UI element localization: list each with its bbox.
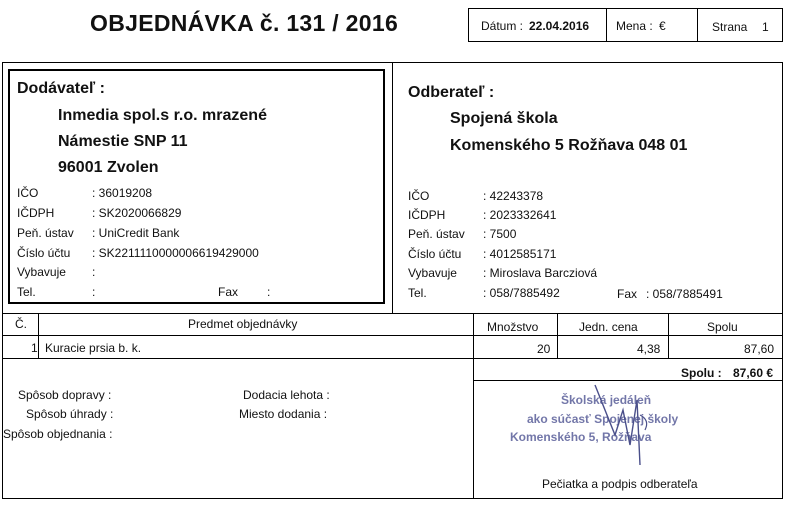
supplier-field-label: Peň. ústav [17,226,74,240]
customer-field-value: : Miroslava Barcziová [483,266,598,280]
supplier-field-value: : [92,265,96,279]
date-label: Dátum : [481,19,524,33]
supplier-fax-label: Fax [218,285,239,299]
row-no: 1 [31,341,38,355]
supplier-field-label: Číslo účtu [17,246,71,260]
stamp-line: Komenského 5, Rožňava [510,430,652,444]
col-header-unit-price: Jedn. cena [579,320,638,334]
signature-caption: Pečiatka a podpis odberateľa [542,477,698,491]
supplier-fax-value: : [267,285,271,299]
sum-value: 87,60 € [733,366,774,380]
supplier-field-value: : SK2020066829 [92,206,182,220]
customer-field-value: : 058/7885492 [483,286,560,300]
ordering-label: Spôsob objednania : [3,427,113,441]
delivery-place-label: Miesto dodania : [239,407,328,421]
signature [585,375,665,475]
col-header-no: Č. [15,317,27,331]
customer-field-label: Vybavuje [408,266,457,280]
customer-field-label: IČDPH [408,208,446,222]
supplier-city: 96001 Zvolen [58,159,159,176]
page-label: Strana [712,20,748,34]
supplier-field-label: Vybavuje [17,265,66,279]
customer-field-value: : 42243378 [483,189,544,203]
row-total: 87,60 [744,342,775,356]
customer-field-label: Tel. [408,286,427,300]
supplier-field-value: : 36019208 [92,186,153,200]
supplier-field-value: : UniCredit Bank [92,226,180,240]
customer-field-label: Číslo účtu [408,247,462,261]
supplier-field-label: Tel. [17,285,36,299]
supplier-field-label: IČDPH [17,206,55,220]
supplier-street: Námestie SNP 11 [58,133,188,150]
row-unit-price: 4,38 [637,342,661,356]
col-header-total: Spolu [707,320,738,334]
payment-label: Spôsob úhrady : [26,407,114,421]
supplier-name: Inmedia spol.s r.o. mrazené [58,107,267,124]
sum-label: Spolu : [681,366,722,380]
transport-label: Spôsob dopravy : [18,388,112,402]
supplier-heading: Dodávateľ : [17,80,105,97]
customer-fax-value: : 058/7885491 [646,287,723,301]
document-title: OBJEDNÁVKA č. 131 / 2016 [90,10,399,36]
row-qty: 20 [537,342,551,356]
customer-address: Komenského 5 Rožňava 048 01 [450,137,688,154]
customer-field-value: : 2023332641 [483,208,557,222]
delivery-term-label: Dodacia lehota : [243,388,330,402]
col-header-qty: Množstvo [487,320,539,334]
customer-field-value: : 7500 [483,227,517,241]
customer-field-label: Peň. ústav [408,227,465,241]
supplier-field-label: IČO [17,186,39,200]
date-value: 22.04.2016 [529,19,590,33]
customer-heading: Odberateľ : [408,84,495,101]
col-header-item: Predmet objednávky [188,317,298,331]
currency-label: Mena : [616,19,653,33]
row-item: Kuracie prsia b. k. [45,341,142,355]
supplier-field-value: : SK2211110000006619429000 [92,246,259,260]
customer-field-label: IČO [408,189,430,203]
stamp-line: Školská jedáleň [561,393,652,407]
customer-name: Spojená škola [450,110,558,127]
customer-field-value: : 4012585171 [483,247,557,261]
page-number: 1 [762,20,769,34]
currency-value: € [659,19,666,33]
customer-fax-label: Fax [617,287,638,301]
stamp-line: ako súčasť Spojenej školy [527,412,679,426]
supplier-field-value: : [92,285,96,299]
